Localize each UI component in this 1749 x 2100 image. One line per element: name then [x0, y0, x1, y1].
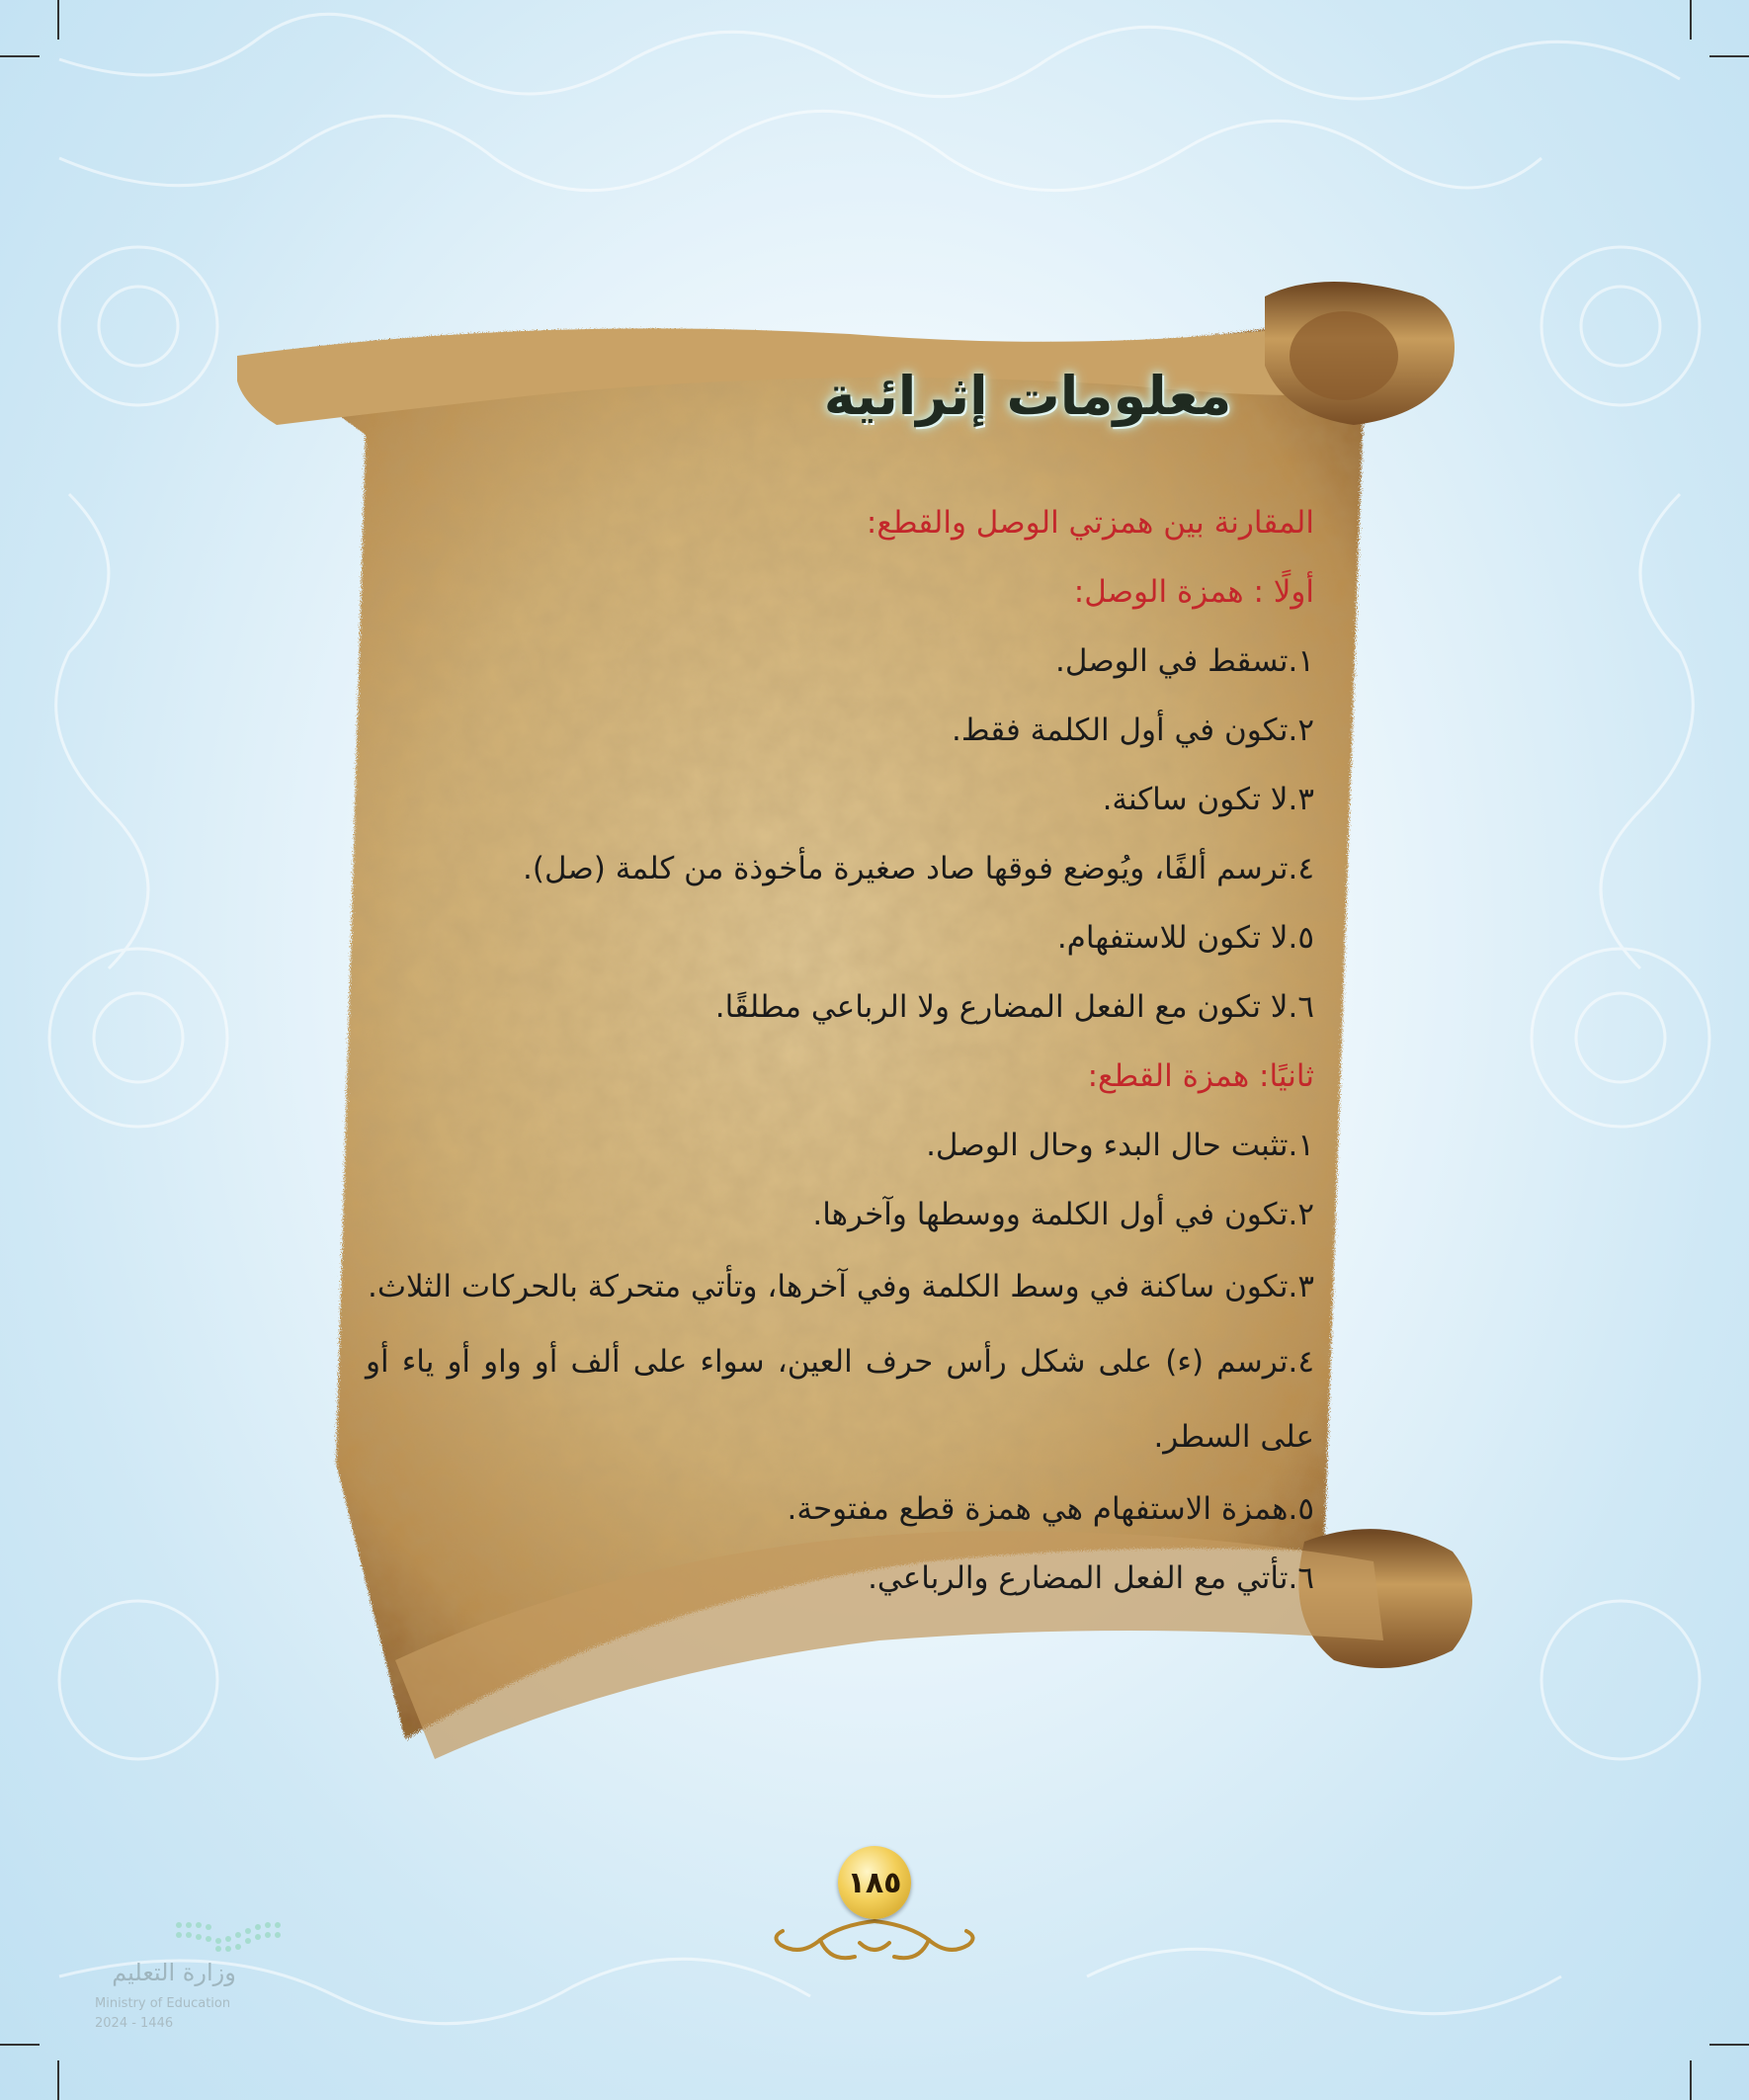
crop-mark	[57, 2060, 59, 2100]
list-item: ٣.لا تكون ساكنة.	[1102, 782, 1314, 817]
logo-english-text: Ministry of Education	[95, 1996, 231, 2011]
crop-mark	[1709, 2044, 1749, 2046]
list-item: ٤.ترسم (ء) على شكل رأس حرف العين، سواء على ألف أو واو أو ياء أو على السطر.	[366, 1344, 1314, 1455]
list-item: ٦.لا تكون مع الفعل المضارع ولا الرباعي مطلقًا.	[714, 989, 1314, 1025]
logo-arabic-text: وزارة التعليم	[112, 1959, 236, 1986]
list-item: ٢.تكون في أول الكلمة ووسطها وآخرها.	[812, 1197, 1314, 1232]
list-item: ٣.تكون ساكنة في وسط الكلمة وفي آخرها، وتأتي متحركة بالحركات الثلاث.	[368, 1269, 1314, 1304]
ministry-logo	[95, 1917, 292, 2056]
list-item: ٤.ترسم ألفًا، ويُوضع فوقها صاد صغيرة مأخوذة من كلمة (صل).	[523, 851, 1314, 886]
subsection-heading: أولًا : همزة الوصل:	[1073, 574, 1314, 610]
page-title: معلومات إثرائية	[823, 364, 1232, 427]
crop-mark	[1690, 0, 1692, 40]
content-body	[366, 488, 1314, 1613]
logo-dots-icon	[174, 1917, 283, 1957]
list-item: ٥.همزة الاستفهام هي همزة قطع مفتوحة.	[787, 1491, 1314, 1527]
crop-mark	[0, 2044, 40, 2046]
list-item: ٢.تكون في أول الكلمة فقط.	[952, 713, 1314, 748]
page-number-badge	[761, 1846, 988, 1974]
logo-year-text: 2024 - 1446	[95, 2016, 174, 2031]
list-item: ١.تثبت حال البدء وحال الوصل.	[926, 1128, 1314, 1163]
crop-mark	[1690, 2060, 1692, 2100]
list-item: ٥.لا تكون للاستفهام.	[1056, 920, 1314, 956]
crop-mark	[57, 0, 59, 40]
crop-mark	[0, 55, 40, 57]
page-number: ١٨٥	[838, 1846, 911, 1919]
list-item: ١.تسقط في الوصل.	[1055, 643, 1314, 679]
subsection-heading: ثانيًا: همزة القطع:	[1087, 1058, 1314, 1094]
crop-mark	[1709, 55, 1749, 57]
section-heading: المقارنة بين همزتي الوصل والقطع:	[866, 505, 1314, 541]
list-item: ٦.تأتي مع الفعل المضارع والرباعي.	[868, 1560, 1314, 1596]
